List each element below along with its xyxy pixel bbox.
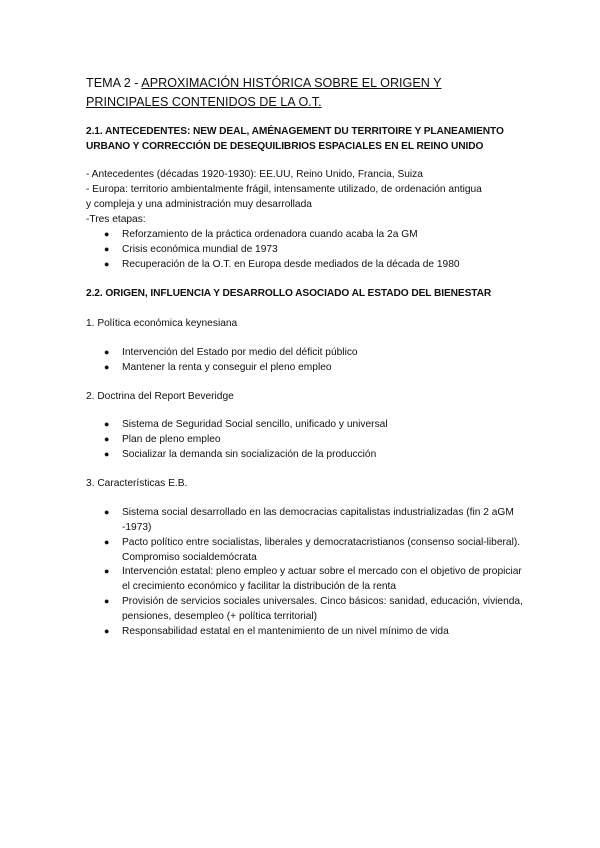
list-item [104, 447, 524, 462]
subsection3-title: 3. Características E.B. [86, 478, 188, 489]
list-item [104, 417, 524, 432]
list-item-text: Sistema social desarrollado en las democracias capitalistas industrializadas (fin 2 aGM -1973) [122, 507, 514, 533]
bullet-icon: ● [104, 362, 110, 372]
subsection2-title: 2. Doctrina del Report Beveridge [86, 391, 234, 402]
list-item [104, 535, 524, 565]
bullet-icon: ● [104, 419, 110, 429]
section1-line3: -Tres etapas: [86, 214, 146, 225]
section2-heading: 2.2. ORIGEN, INFLUENCIA Y DESARROLLO ASOCIADO AL ESTADO DEL BIENESTAR [86, 288, 492, 299]
title-underlined: APROXIMACIÓN HISTÓRICA SOBRE EL ORIGEN Y PRINCIPALES CONTENIDOS DE LA O.T. [86, 76, 442, 109]
list-item-text: Crisis económica mundial de 1973 [122, 244, 278, 255]
section1-heading: 2.1. ANTECEDENTES: NEW DEAL, AMÉNAGEMENT DU TERRITOIRE Y PLANEAMIENTO URBANO Y CORRECCIÓN DE DESEQUILIBRIOS ESPACIALES EN EL REINO UNIDO [86, 126, 504, 152]
list-item-text: Provisión de servicios sociales universales. Cinco básicos: sanidad, educación, vivienda, pensiones, desempleo (+ política territorial) [122, 596, 523, 622]
page-title [86, 74, 506, 112]
list-item [104, 257, 524, 272]
list-item-text: Mantener la renta y conseguir el pleno empleo [122, 362, 332, 373]
bullet-icon: ● [104, 434, 110, 444]
list-item [104, 564, 524, 594]
list-item-text: Intervención estatal: pleno empleo y actuar sobre el mercado con el objetivo de propiciar el crecimiento económico y facilitar la distribución de la renta [122, 566, 522, 592]
bullet-icon: ● [104, 537, 110, 547]
bullet-icon: ● [104, 566, 110, 576]
subsection1-title: 1. Política económica keynesiana [86, 318, 238, 329]
list-item-text: Intervención del Estado por medio del déficit público [122, 347, 358, 358]
list-item [104, 505, 524, 535]
bullet-icon: ● [104, 507, 110, 517]
bullet-icon: ● [104, 244, 110, 254]
list-item-text: Socializar la demanda sin socialización de la producción [122, 449, 377, 460]
bullet-icon: ● [104, 449, 110, 459]
list-item-text: Reforzamiento de la práctica ordenadora cuando acaba la 2a GM [122, 229, 418, 240]
list-item-text: Recuperación de la O.T. en Europa desde mediados de la década de 1980 [122, 259, 460, 270]
list-item [104, 227, 524, 242]
bullet-icon: ● [104, 259, 110, 269]
list-item [104, 242, 524, 257]
list-item [104, 360, 524, 375]
bullet-icon: ● [104, 626, 110, 636]
bullet-icon: ● [104, 347, 110, 357]
list-item [104, 624, 524, 639]
list-item-text: Responsabilidad estatal en el mantenimiento de un nivel mínimo de vida [122, 626, 449, 637]
list-item [104, 432, 524, 447]
list-item [104, 594, 524, 624]
list-item-text: Pacto político entre socialistas, liberales y democratacristianos (consenso social-liberal). Compromiso socialdemócrata [122, 537, 521, 563]
bullet-icon: ● [104, 596, 110, 606]
title-prefix: TEMA 2 - [86, 76, 142, 90]
bullet-icon: ● [104, 229, 110, 239]
section1-line2: - Europa: territorio ambientalmente frágil, intensamente utilizado, de ordenación antigua y compleja y una administración muy desarrollada [86, 184, 482, 210]
list-item [104, 345, 524, 360]
list-item-text: Plan de pleno empleo [122, 434, 221, 445]
section1-line1: - Antecedentes (décadas 1920-1930): EE.UU, Reino Unido, Francia, Suiza [86, 169, 423, 180]
list-item-text: Sistema de Seguridad Social sencillo, unificado y universal [122, 419, 388, 430]
